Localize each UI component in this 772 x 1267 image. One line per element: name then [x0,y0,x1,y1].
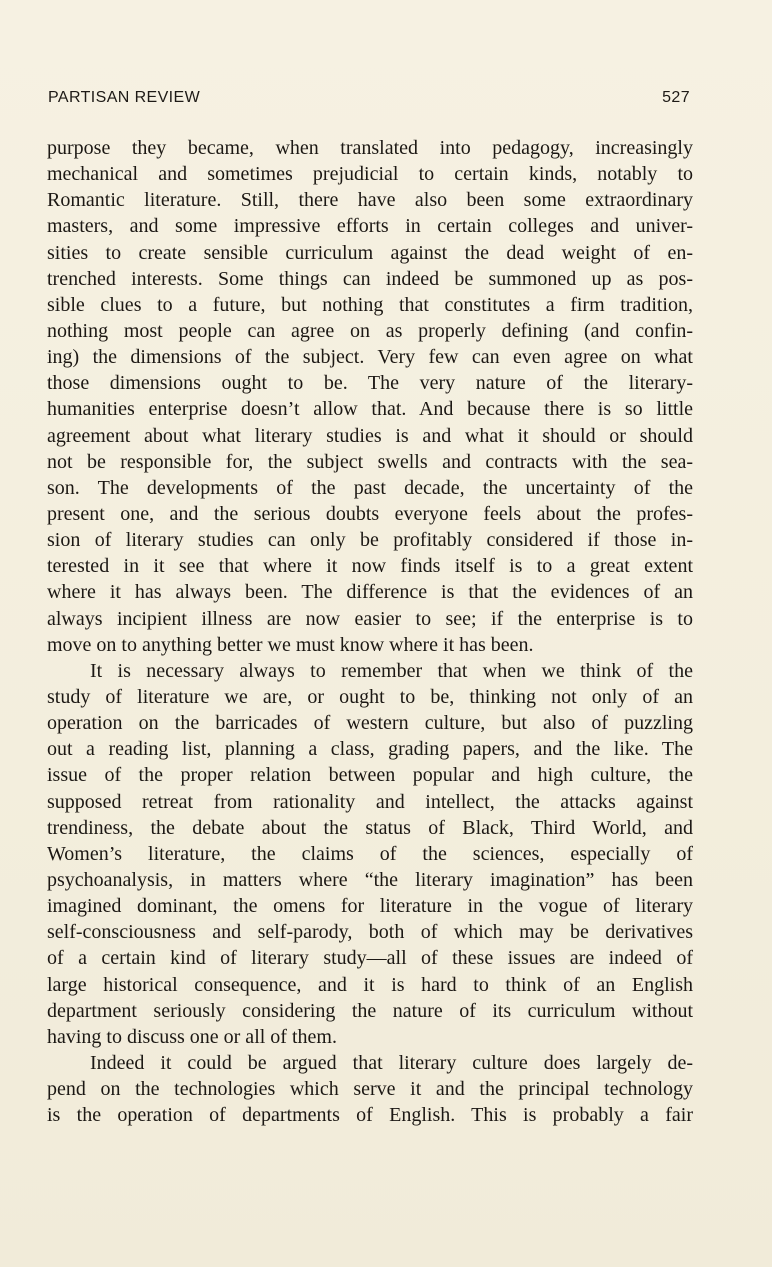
text-line: large historical consequence, and it is hard to think of an English [47,973,693,996]
text-line: ing) the dimensions of the subject. Very few can even agree on what [47,346,693,369]
text-line: department seriously considering the nature of its curriculum without [47,999,693,1022]
text-line: self-consciousness and self-parody, both of which may be derivatives [47,921,693,944]
text-line: having to discuss one or all of them. [47,1025,337,1048]
paragraph-start-line: Indeed it could be argued that literary culture does largely de- [90,1051,693,1074]
text-line: out a reading list, planning a class, grading papers, and the like. The [47,738,693,761]
text-line: is the operation of departments of English. This is probably a fair [47,1104,693,1127]
body-text [47,135,693,1128]
text-line: those dimensions ought to be. The very nature of the literary- [47,372,693,395]
text-line: psychoanalysis, in matters where “the literary imagination” has been [47,868,693,891]
text-line: Women’s literature, the claims of the sciences, especially of [47,842,693,865]
journal-title: PARTISAN REVIEW [48,89,201,106]
page-number: 527 [662,89,690,106]
text-line: terested in it see that where it now finds itself is to a great extent [47,555,693,578]
text-line: where it has always been. The difference is that the evidences of an [47,581,693,604]
text-line: supposed retreat from rationality and intellect, the attacks against [47,790,693,813]
text-line: present one, and the serious doubts everyone feels about the profes- [47,502,693,525]
text-line: son. The developments of the past decade, the uncertainty of the [47,476,693,499]
text-line: sion of literary studies can only be profitably considered if those in- [47,529,693,552]
text-line: imagined dominant, the omens for literature in the vogue of literary [47,895,693,918]
text-line: agreement about what literary studies is and what it should or should [47,424,693,447]
running-head [48,89,690,107]
text-line: not be responsible for, the subject swells and contracts with the sea- [47,450,693,473]
text-line: Romantic literature. Still, there have also been some extraordinary [47,189,693,212]
text-line: nothing most people can agree on as properly defining (and confin- [47,319,693,342]
text-line: trenched interests. Some things can indeed be summoned up as pos- [47,267,693,290]
paragraph-start-line: It is necessary always to remember that when we think of the [90,659,693,682]
text-line: humanities enterprise doesn’t allow that. And because there is so little [47,398,693,421]
text-line: operation on the barricades of western culture, but also of puzzling [47,712,693,735]
text-line: pend on the technologies which serve it and the principal technology [47,1078,693,1101]
text-line: purpose they became, when translated into pedagogy, increasingly [47,137,693,159]
text-line: of a certain kind of literary study—all of these issues are indeed of [47,947,693,970]
text-line: move on to anything better we must know where it has been. [47,633,534,656]
text-line: trendiness, the debate about the status of Black, Third World, and [47,816,693,839]
text-line: issue of the proper relation between popular and high culture, the [47,764,693,787]
text-line: mechanical and sometimes prejudicial to certain kinds, notably to [47,163,693,186]
text-line: always incipient illness are now easier to see; if the enterprise is to [47,607,693,630]
text-line: sities to create sensible curriculum against the dead weight of en- [47,241,693,264]
text-line: masters, and some impressive efforts in certain colleges and univer- [47,215,693,238]
text-line: study of literature we are, or ought to be, thinking not only of an [47,685,693,708]
text-line: sible clues to a future, but nothing that constitutes a firm tradition, [47,293,693,316]
